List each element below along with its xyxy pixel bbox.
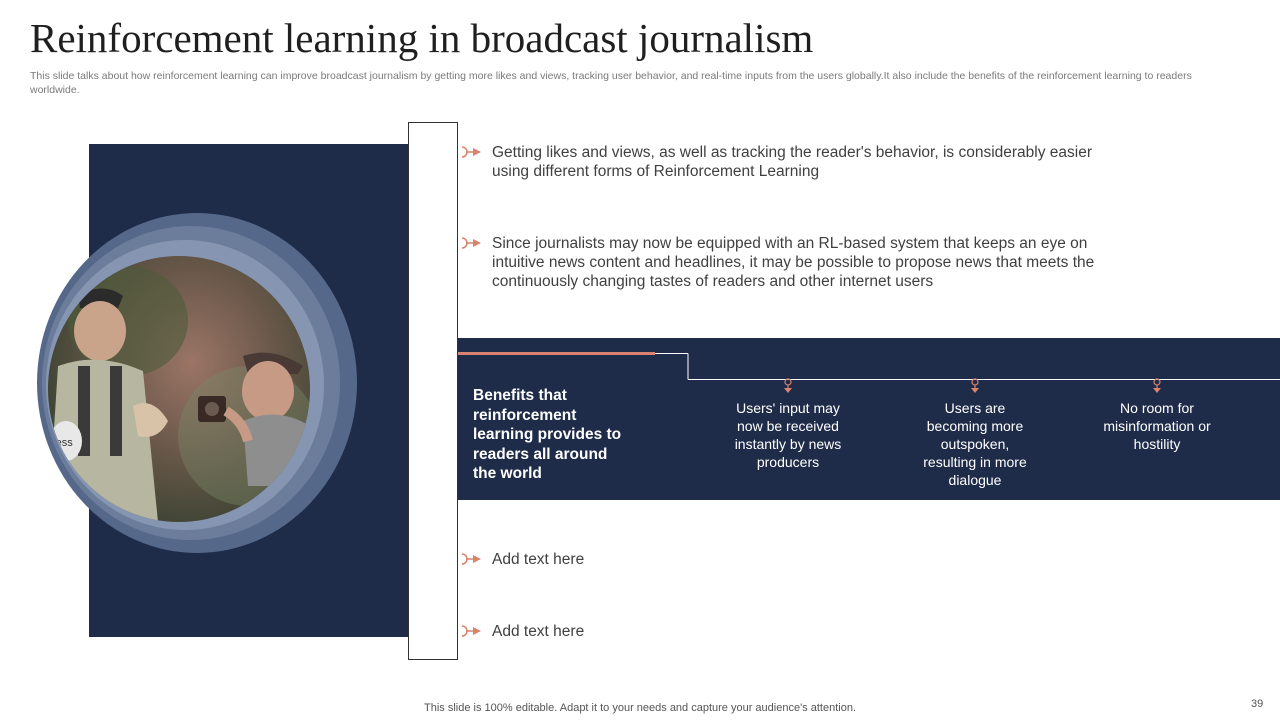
bullet-3-text: Add text here — [492, 551, 585, 568]
bullet-1 — [456, 143, 1122, 181]
bullet-2 — [456, 234, 1122, 291]
benefits-label: Benefits that reinforcement learning provides to readers all around the world — [473, 387, 622, 482]
circle-arrow-icon — [456, 144, 482, 160]
bullet-4 — [456, 622, 1122, 641]
arrow-down-icon — [971, 379, 979, 393]
page-number: 39 — [1251, 698, 1264, 710]
bracket-frame — [408, 122, 458, 660]
arrow-down-icon — [1153, 379, 1161, 393]
bullet-2-text: Since journalists may now be equipped with an RL-based system that keeps an eye on intuitive news content and headlines, it may be possible to propose news that meets the continuously changing tastes of readers and other internet users — [492, 235, 1095, 290]
svg-text:ress: ress — [52, 437, 73, 449]
bullet-3 — [456, 550, 1122, 569]
circle-arrow-icon — [456, 551, 482, 567]
benefit-1: Users' input may now be received instantly by news producers — [734, 400, 842, 470]
figurines-illustration — [48, 256, 310, 522]
bullet-1-text: Getting likes and views, as well as tracking the reader's behavior, is considerably easier using different forms of Reinforcement Learning — [492, 144, 1093, 180]
footer-note — [0, 702, 1280, 714]
figurines-photo — [48, 256, 310, 522]
arrow-down-icon — [784, 379, 792, 393]
benefit-3: No room for misinformation or hostility — [1103, 400, 1211, 452]
footer-text: This slide is 100% editable. Adapt it to your needs and capture your audience's attention. — [424, 702, 856, 714]
circle-arrow-icon — [456, 623, 482, 639]
circle-arrow-icon — [456, 235, 482, 251]
slide-subtitle: This slide talks about how reinforcement learning can improve broadcast journalism by getting more likes and views, tracking user behavior, and real-time inputs from the users globally.It also include the benefits of the reinforcement learning to readers worldwide. — [30, 70, 1192, 96]
benefit-2: Users are becoming more outspoken, resulting in more dialogue — [923, 400, 1027, 488]
bullet-4-text: Add text here — [492, 623, 585, 640]
slide-title: Reinforcement learning in broadcast journalism — [30, 15, 814, 61]
